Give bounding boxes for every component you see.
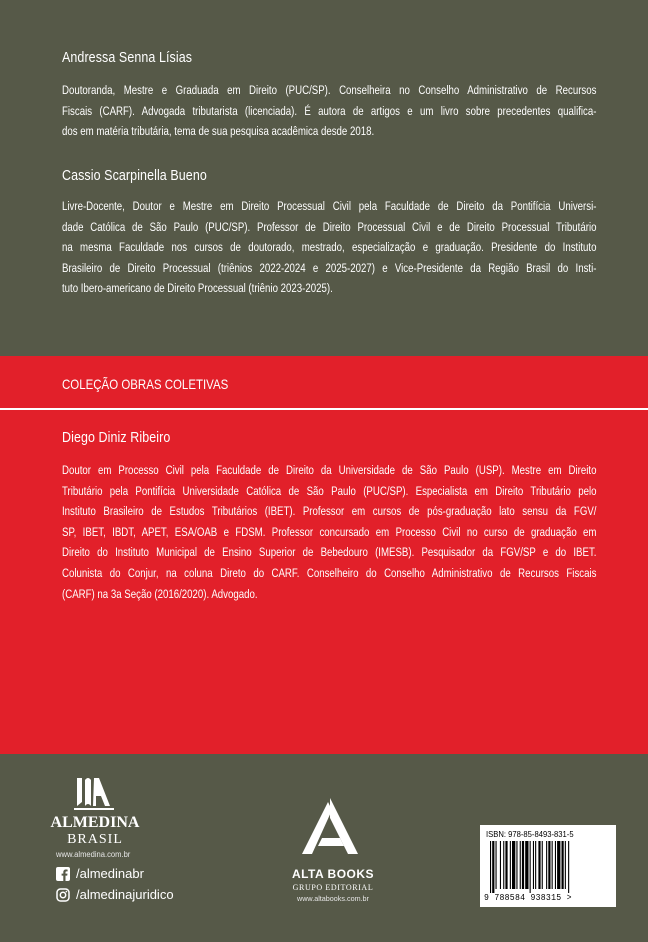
barcode-bar (557, 841, 560, 889)
barcode-bar (496, 841, 497, 889)
barcode-bar (533, 841, 534, 889)
author-name-1: Andressa Senna Lísias (62, 50, 193, 66)
bio-line: Tributário pela Pontifícia Universidade Católica de São Paulo (PUC/SP). Especialista em Direito Tributário pelo (62, 483, 597, 498)
almedina-logo-text: ALMEDINA (50, 814, 140, 831)
bio-line: SP, IBET, IBDT, APET, ESA/OAB e FDSM. Professor concursado em Processo Civil no curso de graduação em (62, 524, 597, 539)
altabooks-logo-text: ALTA BOOKS (291, 867, 375, 881)
barcode-bar (538, 841, 540, 889)
bio-line: na mesma Faculdade nos cursos de doutorado, mestrado, especialização e graduação. Presidente do Instituto (62, 240, 597, 255)
bio-line: tuto Ibero-americano de Direito Processual (triênio 2023-2025). (62, 281, 333, 296)
bio-line: Livre-Docente, Doutor e Mestre em Direito Processual Civil pela Faculdade de Direito da Pontifícia Universi- (62, 199, 597, 213)
isbn-label: ISBN: 978-85-8493-831-5 (486, 829, 574, 839)
barcode-bar (503, 841, 504, 889)
bio-line: Brasileiro de Direito Processual (triênios 2022-2024 e 2025-2027) e Vice-Presidente da Região Brasil do Insti- (62, 260, 597, 275)
instagram-handle: /almedinajuridico (76, 887, 174, 902)
almedina-brasil-text: BRASIL (67, 832, 123, 847)
barcode-bar (555, 841, 556, 889)
barcode-bar (535, 841, 536, 889)
barcode-bar (552, 841, 553, 889)
divider (0, 408, 648, 410)
bio-line: Direito do Instituto Municipal de Ensino Superior de Bebedouro (IMESB). Pesquisador da FGV/SP e do IBET. (62, 545, 597, 560)
author-name-2: Cassio Scarpinella Bueno (62, 168, 207, 184)
almedina-url: www.almedina.com.br (56, 850, 131, 859)
instagram-icon (56, 888, 70, 902)
bio-line: Doutoranda, Mestre e Graduada em Direito (PUC/SP). Conselheira no Conselho Administrativo de Recursos (62, 83, 597, 97)
barcode-bar (548, 841, 550, 889)
barcode-bar (525, 841, 528, 889)
barcode-bar (565, 841, 566, 889)
altabooks-logo (278, 792, 388, 912)
barcode-bar (490, 841, 491, 893)
facebook-icon (56, 867, 70, 881)
barcode-bar (530, 841, 531, 893)
barcode-bar (568, 841, 569, 893)
facebook-handle: /almedinabr (76, 866, 144, 881)
instagram-link[interactable] (56, 887, 174, 902)
facebook-link[interactable] (56, 866, 144, 881)
barcode-bars (490, 841, 606, 893)
collection-title: COLEÇÃO OBRAS COLETIVAS (62, 376, 229, 392)
barcode-bar (512, 841, 515, 889)
altabooks-url: www.altabooks.com.br (297, 894, 369, 903)
barcode-bar (546, 841, 547, 889)
bio-line: Doutor em Processo Civil pela Faculdade de Direito da Universidade de São Paulo (USP). Mestre em Direito (62, 463, 597, 477)
bio-line: dade Católica de São Paulo (PUC/SP). Professor de Direito Processual Civil e de Direito Processual Tributário (62, 219, 597, 234)
altabooks-group-text: GRUPO EDITORIAL (292, 883, 374, 892)
author-bio-2 (62, 196, 596, 299)
barcode-bar (522, 841, 524, 889)
author-bio-1 (62, 80, 596, 142)
barcode-bar (516, 841, 517, 889)
bio-line: Colunista do Conjur, na coluna Direto do CARF. Conselheiro do Conselho Administrativo de Recursos Fiscais (62, 565, 597, 580)
barcode-bar (492, 841, 494, 893)
barcode-bar (510, 841, 511, 889)
barcode-bar (520, 841, 521, 889)
almedina-logo (30, 772, 160, 862)
author-name-3: Diego Diniz Ribeiro (62, 430, 171, 446)
bio-line: dos em matéria tributária, tema de sua pesquisa acadêmica desde 2018. (62, 124, 375, 139)
barcode (480, 825, 616, 907)
bio-line: Instituto Brasileiro de Estudos Tributários (IBET). Professor em cursos de pós-graduação lato sensu da FGV/ (62, 504, 597, 519)
bio-line: Fiscais (CARF). Advogada tributarista (licenciada). É autora de artigos e um livro sobre precedentes qualifica- (62, 103, 597, 118)
barcode-number: 9 788584 938315 > (484, 892, 572, 903)
barcode-bar (500, 841, 501, 889)
bio-line: (CARF) na 3a Seção (2016/2020). Advogado. (62, 586, 258, 601)
barcode-bar (505, 841, 507, 889)
author-bio-3 (62, 460, 596, 604)
barcode-bar (542, 841, 543, 889)
barcode-bar (562, 841, 564, 889)
